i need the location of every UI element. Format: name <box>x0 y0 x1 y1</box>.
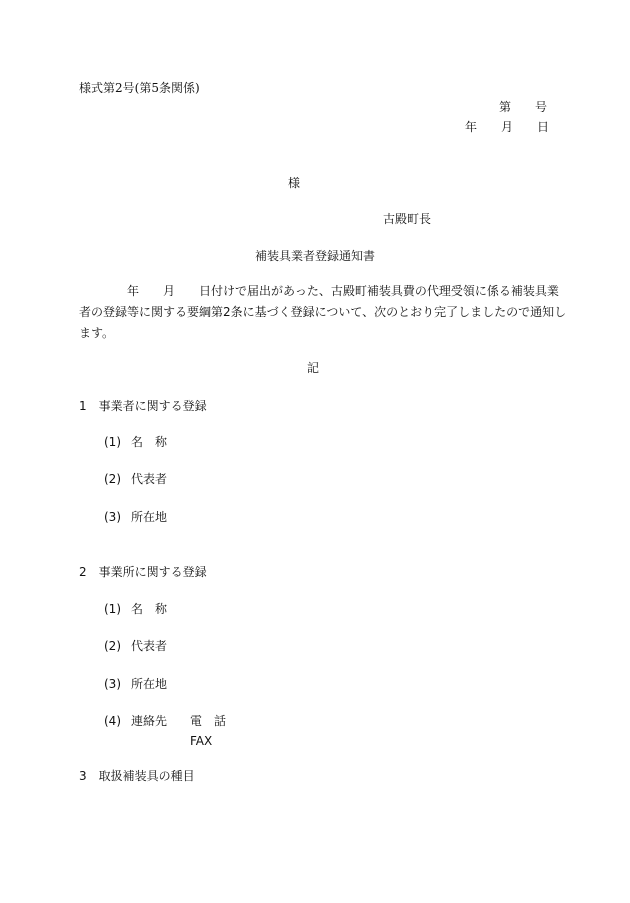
document-number: 第 号 <box>499 100 548 114</box>
s2-item-2-label: 代表者 <box>131 639 168 653</box>
form-number: 様式第2号(第5条関係) <box>79 81 200 95</box>
s1-item-2-label: 代表者 <box>131 472 168 486</box>
document-title: 補装具業者登録通知書 <box>255 249 376 263</box>
body-line-2: 者の登録等に関する要綱第2条に基づく登録について、次のとおり完了しましたので通知し <box>79 305 567 319</box>
fax-label: FAX <box>190 734 213 748</box>
s2-item-1-number: (1) <box>104 602 121 616</box>
s2-item-4-label: 連絡先 <box>131 714 168 728</box>
section-3-heading: 3 取扱補装具の種目 <box>79 769 195 783</box>
s2-item-3-number: (3) <box>104 677 121 691</box>
s2-item-4-number: (4) <box>104 714 121 728</box>
body-line-1: 年 月 日付けで届出があった、古殿町補装具費の代理受領に係る補装具業 <box>79 284 559 298</box>
recipient-honorific: 様 <box>288 176 301 190</box>
s1-item-1-label: 名 称 <box>131 435 168 449</box>
sender-title: 古殿町長 <box>383 212 432 226</box>
s1-item-1-number: (1) <box>104 435 121 449</box>
s1-item-2-number: (2) <box>104 472 121 486</box>
section-1-heading: 1 事業者に関する登録 <box>79 399 207 413</box>
s1-item-3-label: 所在地 <box>131 510 168 524</box>
s1-item-3-number: (3) <box>104 510 121 524</box>
body-line-3: ます。 <box>79 326 115 340</box>
s2-item-3-label: 所在地 <box>131 677 168 691</box>
document-date: 年 月 日 <box>465 120 550 134</box>
phone-label: 電 話 <box>190 714 227 728</box>
s2-item-2-number: (2) <box>104 639 121 653</box>
s2-item-1-label: 名 称 <box>131 602 168 616</box>
record-mark: 記 <box>307 361 320 375</box>
section-2-heading: 2 事業所に関する登録 <box>79 565 207 579</box>
